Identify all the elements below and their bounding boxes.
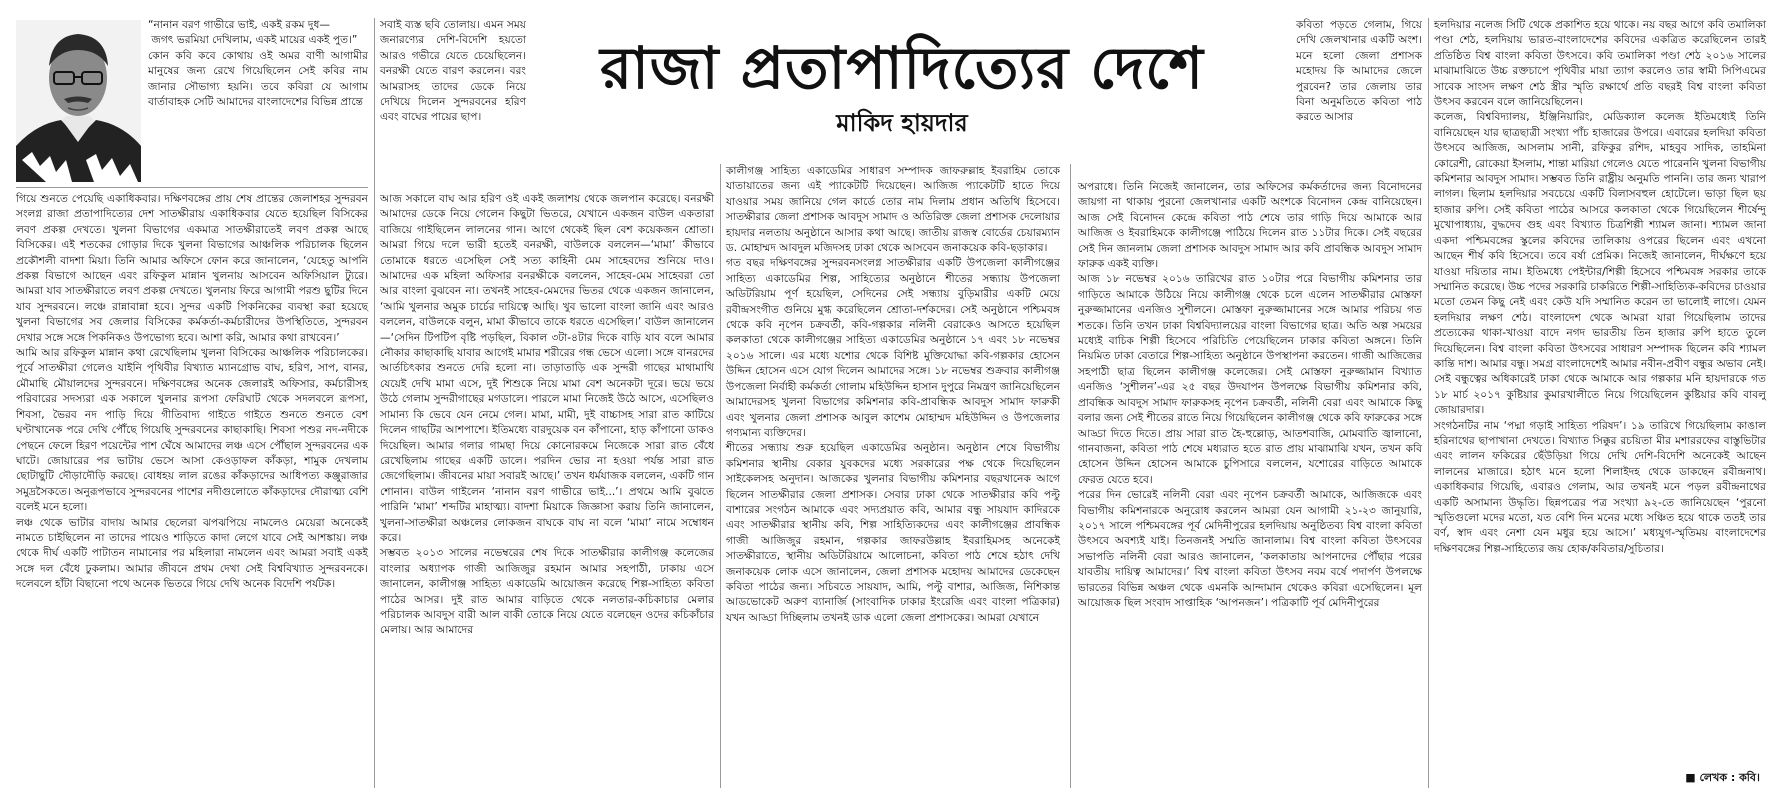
column-3: কালীগঞ্জ সাহিত্য একাডেমির সাধারণ সম্পাদক জাফরুল্লাহ ইবরাহিম তোকে যাতায়াতের জন্য এই প্যাকেটটি দিয়েছেন। আজিজ প্যাকেটটি হাতে দিয়ে যাওয়ার সময় জানিয়ে গেল কার্ডে তোর নাম দিলাম প্রধান অতিথি হিসেবে। সাতক্ষীরার জেলা প্রশাসক আবদুস সামাদ ও অতিরিক্ত জেলা প্রশাসক দেলোয়ার হায়দার নলতায় অনুষ্ঠানে আসার কথা আছে। জাতীয় রাজস্ব বোর্ডের চেয়ারম্যান ড. মোহাম্মদ আবদুল মজিদসহ ঢাকা থেকে আসবেন জনাকয়েক কবি-ছড়াকার। গত বছর দক্ষিণবঙ্গের সুন্দরবনসংলগ্ন সাতক্ষীরার একটি উপজেলা কালীগঞ্জের সাহিত্য একাডেমির শিল্প, সাহিত্যের অনুষ্ঠানে শীতের সন্ধ্যায় উপজেলা অডিটরিয়াম পূর্ণ হয়েছিল, সেদিনের সেই সন্ধ্যায় বুড়িমারীর একটি মেয়ে রবীন্দ্রসংগীত গুনিয়ে মুগ্ধ করেছিলেন শ্রোতা-দর্শকদের। সেই অনুষ্ঠানে পশ্চিমবঙ্গ থেকে কবি নৃপেন চক্রবর্তী, কবি-গল্পকার নলিনী বেরাকেও আসতে হয়েছিল কলকাতা থেকে কালীগঞ্জের সাহিত্য একাডেমির অনুষ্ঠানে ১৭ এবং ১৮ নভেম্বর ২০১৬ সালে। এর মধ্যে যশোর থেকে বিশিষ্ট মুক্তিযোদ্ধা কবি-গল্পকার হোসেন উদ্দিন হোসেন এসে যোগ দিলেন আমাদের সঙ্গে। ১৮ নভেম্বর শুক্রবার কালীগঞ্জ উপজেলা নির্বাহী কর্মকর্তা গোলাম মহিউদ্দিন হাসান দুপুরে নিমন্ত্রণ জানিয়েছিলেন আমাদেরসহ খুলনা বিভাগের কমিশনার কবি-প্রাবন্ধিক আবদুস সামাদ ফারুকী এবং খুলনার জেলা প্রশাসক আবুল কাশেম মোহাম্মদ মহিউদ্দিন ও উপজেলার গণ্যমান্য ব্যক্তিদের। শীতের সন্ধ্যায় শুরু হয়েছিল একাডেমির অনুষ্ঠান। অনুষ্ঠান শেষে বিভাগীয় কমিশনার স্থানীয় বেকার যুবকদের মধ্যে সরকারের পক্ষ থেকে দিয়েছিলেন সাইকেলসহ অনুদান। আজকের খুলনার বিভাগীয় কমিশনার বছরখানেক আগে ছিলেন সাতক্ষীরার জেলা প্রশাসক। সেবার ঢাকা থেকে সাতক্ষীরার কবি পল্টু বাশারের সংগঠন আমাকে এবং সদ্যপ্রয়াত কবি, আমার বন্ধু সায়যাদ কাদিরকে এবং সাতক্ষীরার স্থানীয় কবি, শিল্প সাহিত্যিকদের এবং কালীগঞ্জের প্রাবন্ধিক গাজী আজিজুর রহমান, গল্পকার জাফরউল্লাহ ইবরাহিমসহ অনেকেই সাতক্ষীরাতে, স্থানীয় অডিটরিয়ামে আলোচনা, কবিতা পাঠ শেষে হঠাৎ দেখি জনাকয়েক লোক এসে জানালেন, জেলা প্রশাসক মহোদয় আমাদের ডেকেছেন কবিতা পাঠের জন্য। সচিবতে সায়যাদ, আমি, পল্টু বাশার, আজিজ, নিশিকান্ত আডভোকেট অরুণ ব্যানার্জি (সাংবাদিক ঢাকার ইংরেজি এবং বাংলা পত্রিকার) যখন আড্ডা দিচ্ছিলাম তখনই ডাক এলো জেলা প্রশাসকের। আমরা যেখানে: [726, 165, 1061, 624]
column-divider: [1428, 18, 1429, 788]
column-2: আজ সকালে বাঘ আর হরিণ ওই একই জলাশয় থেকে জলপান করেছে। বনরক্ষী আমাদের ডেকে নিয়ে গেলেন কিছুটা ভিতরে, যেখানে একজন বাউল একতারা বাজিয়ে গাইছিলেন লালনের গান। আগে থেকেই ছিল বেশ কয়েকজন শ্রোতা। আমরা গিয়ে দলে ভারী হতেই বনরক্ষী, বাউলকে বললেন—‘মামা’ কীভাবে তোমাকে ধরতে এসেছিল সেই সত্য কাহিনী মেম সাহেবদের শুনিয়ে দাও। আমাদের এক মহিলা অফিসার বনরক্ষীকে বললেন, সাহেব-মেম সাহেবরা তো আর বাংলা বুঝবেন না। তখনই সাহেব-মেমদের ভিতর থেকে একজন জানালেন, ‘আমি খুলনার অমুক চার্চের দায়িত্বে আছি। খুব ভালো বাংলা জানি এবং আরও বললেন, বাউলকে বলুন, মামা কীভাবে তাকে ধরতে এসেছিল।’ বাউল জানালেন—‘সেদিন টিপটিপ বৃষ্টি পড়ছিল, বিকাল ৩টা-৪টার দিকে বাড়ি যাব বলে আমার নৌকার কাছাকাছি যাবার আগেই মামার শরীরের গন্ধ ভেসে এলো। সঙ্গে বানরদের আর্তচিৎকার শুনতে দেরি হলো না। তাড়াতাড়ি এক সুন্দরী গাছের মাথামাথি যেয়েই দেখি মামা এসে, দুই শিশুকে নিয়ে মামা বেশ অনেকটা দূরে। ভয়ে ভয়ে উঠে গেলাম সুন্দরীগাছের মগডালে। পারলে মামা নিজেই উঠে আসে, এসেছিলও সামান্য কি ভেবে যেন নেমে গেল। মামা, মামী, দুই বাচ্চাসহ সারা রাত কাটিয়ে দিলেন গাছটির আশপাশে। ইতিমধ্যে বারদুয়েক বন কাঁপানো, হাড় কাঁপানো ডাকও দিয়েছিল। আমার গলার গামছা দিয়ে কোনোরকমে নিজেকে সারা রাত বেঁধে রেখেছিলাম গাছের একটি ডালে। পরদিন ভোর না হওয়া পর্যন্ত সারা রাত জেগেছিলাম। জীবনের মায়া সবারই আছে।’ তখন ধর্মযাজক বললেন, একটি গান শোনান। বাউল গাইলেন ‘নানান বরণ গাভীরে ভাই...’। প্রথমে আমি বুঝতে পারিনি ‘মামা’ শব্দটির মাহাত্ম্য। বাদশা মিয়াকে জিজ্ঞাসা করায় তিনি জানালেন, খুলনা-সাতক্ষীরা অঞ্চলের লোকজন বাঘকে বাঘ না বলে ‘মামা’ নামে সম্বোধন করে। সম্ভবত ২০১৩ সালের নভেম্বরের শেষ দিকে সাতক্ষীরার কালীগঞ্জ কলেজের বাংলার অধ্যাপক গাজী আজিজুর রহমান আমার সহপাঠী, ঢাকায় এসে জানালেন, কালীগঞ্জ সাহিত্য একাডেমি আয়োজন করেছে শিল্প-সাহিত্য কবিতা পাঠের আসর। দুই রাত আমার বাড়িতে থেকে নলতার-কচিকাচার মেলার পরিচালক আবদুস বারী আল বাকী তোকে নিয়ে যেতে বলেছেন ওদের কচিকাঁচার মেলায়। আর আমাদের: [380, 193, 714, 637]
column-right-top: কবিতা পড়তে গেলাম, গিয়ে দেখি জেলখানার একটি অংশ। মনে হলো জেলা প্রশাসক মহোদয় কি আমাদের জেলে পুরবেন? তার জেলায় তার বিনা অনুমতিতে কবিতা পাঠ করতে আসার: [1296, 19, 1426, 124]
column-1: গিয়ে শুনতে পেয়েছি একাধিকবার। দক্ষিণবঙ্গের প্রায় শেষ প্রান্তের জেলাশহর সুন্দরবন সংলগ্ন রাজা প্রতাপাদিত্যের দেশ সাতক্ষীরায় একাধিকবার যেতে হয়েছিল বিসিকের লবণ প্রকল্প দেখতে। খুলনা বিভাগের একমাত্র সাতক্ষীরাতেই লবণ প্রকল্প আছে বিসিকের। এই শতকের গোড়ার দিকে খুলনা বিভাগের আঞ্চলিক পরিচালক ছিলেন প্রকৌশলী বাদশা মিয়া। তিনি আমার অফিসে ফোন করে জানালেন, ‘যেহেতু আপনি প্রকল্প বিভাগে আছেন এবং রফিকুল মান্নান খুলনায় আসবেন অফিসিয়াল ট্যুরে। আমরা যাব সাতক্ষীরাতে লবণ প্রকল্প দেখতে। খুলনায় ফিরে আগামী পরশু ছুটির দিনে যাব সুন্দরবনে। লঞ্চে রান্নাবান্না হবে। সুন্দর একটি পিকনিকের ব্যবস্থা করা হয়েছে খুলনা বিভাগের সব জেলার বিসিকের কর্মকর্তা-কর্মচারীদের উপস্থিতিতে, সুন্দরবন দেখার সঙ্গে সঙ্গে পিকনিকও উপভোগ্য হবে। আশা করি, আমার কথা রাখবেন।’ আমি আর রফিকুল মান্নান কথা রেখেছিলাম খুলনা বিসিকের আঞ্চলিক পরিচালকের। পূর্বে সাতক্ষীরা গেলেও যাইনি পৃথিবীর বিখ্যাত ম্যানগ্রোভ বাঘ, হরিণ, সাপ, বানর, মৌমাছি মৌয়ালদের সুন্দরবনে। দক্ষিণবঙ্গের অনেক জেলারই অফিসার, কর্মচারীসহ পরিবারের সদস্যরা এক সকালে খুলনার রূপসা ফেরিঘাট থেকে সদলবলে রূপসা, শিবসা, ভৈরব নদ পাড়ি দিয়ে গীতিবাদ্য গাইতে গাইতে শুনতে শুনতে বেশ ঘণ্টাখানেক পরে দেখি পৌঁছে গিয়েছি সুন্দরবনের কাছাকাছি। শিবসা পশুর নদ-নদীকে পেছনে ফেলে হিরণ পয়েন্টের পাশ ঘেঁষে আমাদের লঞ্চ এসে পৌঁছাল সুন্দরবনের এক ঘাটে। জোয়ারের পর ভাটায় ভেসে আসা কেওড়াফল কাঁকড়া, শামুক দেখলাম ছোটাছুটি দৌড়াদৌড়ি করছে। বোধহয় লাল রঙের কাঁকড়াদের আধিপত্য কঞ্জুরাজার সমুদ্রসৈকতে। অনুরূপভাবে সুন্দরবনের পাশের নদীগুলোতে কাঁকড়াদের দৌরাত্ম্য বেশি বলেই মনে হলো। লঞ্চ থেকে ভাটার বাদায় আমার ছেলেরা ঝপঝপিয়ে নামলেও মেয়েরা অনেকেই নামতে চাইছিলেন না তাদের পায়েও শাড়িতে কাদা লেগে যাবে সেই আশঙ্কায়। লঞ্চ থেকে দীর্ঘ একটি পাটাতন নামানোর পর মহিলারা নামলেন এবং আমরা সবাই একই সঙ্গে দল বেঁধে ঢুকলাম। আমার জীবনে প্রথম দেখা সেই বিশ্ববিখ্যাত সুন্দরবনকে। দলেবলে হাঁটা বিছানো পথে অনেক ভিতরে গিয়ে দেখি অনেক বিদেশি পর্যটক।: [16, 193, 368, 591]
intro-quote-column: “নানান বরণ গাভীরে ভাই, একই রকম দুধ— জগৎ ভরমিয়া দেখিলাম, একই মায়ের একই পুত।” কোন কবি কবে কোথায় ওই অমর বাণী আগামীর মানুষের জন্য রেখে গিয়েছিলেন সেই কবির নাম জানার সৌভাগ্য হয়নি। তবে কবিরা যে আগাম বার্তাবাহক সেটি আমাদের বাংলাদেশের বিভিন্ন প্রান্তে: [148, 19, 368, 109]
section-divider: [16, 187, 368, 188]
column-divider: [1070, 164, 1071, 788]
column-4: অপরাধে। তিনি নিজেই জানালেন, তার অফিসের কর্মকর্তাদের জন্য বিনোদনের জায়গা না থাকায় পুরনো জেলখানার একটি অংশকে বিনোদন কেন্দ্র বানিয়েছেন। আজ সেই বিনোদন কেন্দ্রে কবিতা পাঠ শেষে তার গাড়ি দিয়ে আমাকে আর আজিজ ও ইবরাহিমকে কালীগঞ্জে পাঠিয়ে দিলেন রাত ১১টার দিকে। সেই বছরের সেই দিন জানলাম জেলা প্রশাসক আবদুস সামাদ আর কবি প্রাবন্ধিক আবদুস সামাদ ফারুক একই ব্যক্তি। আজ ১৮ নভেম্বর ২০১৬ তারিখের রাত ১০টার পরে বিভাগীয় কমিশনার তার গাড়িতে আমাকে উঠিয়ে নিয়ে কালীগঞ্জ থেকে চলে এলেন সাতক্ষীরার মোস্তফা নুরুজ্জামানের এনজিও সুশীলনে। মোস্তফা নুরুজ্জামানের সঙ্গে আমার পরিচয় গত শতকে। তিনি তখন ঢাকা বিশ্ববিদ্যালয়ের বাংলা বিভাগের ছাত্র। অতি অল্প সময়ের মধ্যেই বাচিক শিল্পী হিসেবে পরিচিতি পেয়েছিলেন ঢাকার কবিতা অঙ্গনে। তিনি নিয়মিত ঢাকা বেতারে শিল্প-সাহিত্য অনুষ্ঠানে উপস্থাপনা করতেন। গাজী আজিজের সহপাঠী ছাত্র ছিলেন কালীগঞ্জ কলেজের। সেই মোস্তফা নুরুজ্জামান বিখ্যাত এনজিও ‘সুশীলন’-এর ২৫ বছর উদযাপন উপলক্ষে বিভাগীয় কমিশনার কবি, প্রাবন্ধিক আবদুস সামাদ ফারুকসহ নৃপেন চক্রবর্তী, নলিনী বেরা এবং আমাকে কিছু বলার জন্য সেই শীতের রাতে নিয়ে গিয়েছিলেন কালীগঞ্জ থেকে কবি ফারুকের সঙ্গে আড্ডা দিতে দিতে। প্রায় সারা রাত হৈ-হুল্লোড়, আতশবাজি, মোমবাতি জ্বালানো, গানবাজনা, কবিতা পাঠ শেষে মধ্যরাত হতে রাত প্রায় মাঝামাঝি যখন, তখন কবি হোসেন উদ্দিন হোসেন আমাকে চুপিসারে বললেন, যশোরের বাড়িতে আমাকে ফেরত যেতে হবে। পরের দিন ভোরেই নলিনী বেরা এবং নৃপেন চক্রবর্তী আমাকে, আজিজকে এবং বিভাগীয় কমিশনারকে অনুরোধ করলেন আমরা যেন আগামী ২১-২৩ জানুয়ারি, ২০১৭ সালে পশ্চিমবঙ্গের পূর্ব মেদিনীপুরের হলদিয়ায় অনুষ্ঠিতব্য বিশ্ব বাংলা কবিতা উৎসবে অবশ্যই যাই। তিনজনই সম্মতি জানালাম। বিশ্ব বাংলা কবিতা উৎসবের সভাপতি নলিনী বেরা আরও জানালেন, ‘কলকাতায় আপনাদের পৌঁছার পরের যাবতীয় দায়িত্ব আমাদের।’ বিশ্ব বাংলা কবিতা উৎসব নবম বর্ষে পদার্পণ উপলক্ষে ভারতের বিভিন্ন অঞ্চল থেকে এমনকি আন্দামান থেকেও কবিরা এসেছিলেন। মূল আয়োজক ছিল সংবাদ সাপ্তাহিক ‘আপনজন’। পত্রিকাটি পূর্ব মেদিনীপুরের: [1078, 181, 1422, 609]
column-5: হলদিয়ার নলেজ সিটি থেকে প্রকাশিত হয়ে থাকে। নয় বছর আগে কবি তমালিকা পণ্ডা শেঠ, হলদিয়ায় ভারত-বাংলাদেশের কবিদের একত্রিত করেছিলেন তারই প্রতিষ্ঠিত বিশ্ব বাংলা কবিতা উৎসবে। কবি তমালিকা পণ্ডা শেঠ ২০১৬ সালের মাঝামাঝিতে উচ্চ রক্তচাপে পৃথিবীর মায়া ত্যাগ করলেও তার স্বামী সিপিএমের সাবেক সাংসদ লক্ষণ শেঠ স্ত্রীর স্মৃতি রক্ষার্থে প্রতি বছরই বিশ্ব বাংলা কবিতা উৎসব করবেন বলে জানিয়েছিলেন। কলেজ, বিশ্ববিদ্যালয়, ইঞ্জিনিয়ারিং, মেডিক্যাল কলেজ ইতিমধ্যেই তিনি বানিয়েছেন যার ছাত্রছাত্রী সংখ্যা পাঁচ হাজারের উপরে। এবারের হলদিয়া কবিতা উৎসবে আজিজ, আসলাম সানী, রফিকুর রশিদ, মাহবুব সাদিক, তাহমিনা কোরেশী, রোকেয়া ইসলাম, শান্তা মারিয়া গেলেও যেতে পারেননি খুলনা বিভাগীয় কমিশনার আবদুস সামাদ। সম্ভবত তিনি রাষ্ট্রীয় অনুমতি পাননি। তার জন্য খারাপ লাগল। ছিলাম হলদিয়ার সবচেয়ে একটি বিলাসবহুল হোটেলে। ভাড়া ছিল ছয় হাজার রুপি। সেই কবিতা পাঠের আসরে কলকাতা থেকে গিয়েছিলেন শীর্ষেন্দু মুখোপাধ্যায়, বুদ্ধদেব গুহ এবং বিখ্যাত চিত্রশিল্পী শ্যামল জানা। শ্যামল জানা একদা পশ্চিমবঙ্গের স্কুলের কবিদের তালিকায় ওপরের ছিলেন এবং এখনো আছেন শীর্ষ কবি হিসেবে। তবে বর্ষা প্রেমিক। নিজেই জানালেন, দীর্ঘক্ষণে হয়ে যাওয়া দয়িতার নাম। ইতিমধ্যে পেইন্টার/শিল্পী হিসেবে পশ্চিমবঙ্গ সরকার তাকে সম্মানিত করেছে। উচ্চ পদের সরকারি চাকরিতে শিল্পী-সাহিত্যিক-কবিদের চাওয়ার মতো তেমন কিছু নেই এবং কেউ যদি সম্মানিত করেন তা ভালোই লাগে। যেমন হলদিয়ার লক্ষণ শেঠ। বাংলাদেশ থেকে আমরা যারা গিয়েছিলাম তাদের প্রত্যেকের থাকা-খাওয়া বাদে নগদ ভারতীয় তিন হাজার রুপি হাতে তুলে দিয়েছিলেন। বিশ্ব বাংলা কবিতা উৎসবের সাধারণ সম্পাদক ছিলেন কবি শ্যামল কান্তি দাশ। আমার বন্ধু। সমগ্র বাংলাদেশেই আমার নবীন-প্রবীণ বন্ধুর অভাব নেই। সেই বন্ধুত্বের অধিকারেই ঢাকা থেকে আমাকে আর গল্পকার মনি হায়দারকে গত ১৮ মার্চ ২০১৭ কুষ্টিয়ার কুমারখালীতে নিয়ে গিয়েছিলেন কুষ্টিয়ার কবি বাবলু জোয়ারদার। সংগঠনটির নাম ‘পদ্মা গড়াই সাহিত্য পরিষদ’। ১৯ তারিখে গিয়েছিলাম কাঙাল হরিনাথের ছাপাখানা দেখতে। বিখ্যাত সিক্কুর রচয়িতা মীর মশাররফের বাস্তুভিটার এবং লালন ফকিরের ছেঁউড়িয়া গিয়ে দেখি দেশি-বিদেশি অনেকেই আছেন লালনের মাজারে। হঠাৎ মনে হলো শিলাইদহ থেকে ডাকছেন রবীন্দ্রনাথ। একাধিকবার গিয়েছি, এবারও গেলাম, আর তখনই মনে পড়ল রবীন্দ্রনাথের একটি অসামান্য উদ্ধৃতি। ছিন্নপত্রের পত্র সংখ্যা ৯২-তে জানিয়েছেন ‘পুরনো স্মৃতিগুলো মদের মতো, যত বেশি দিন মনের মধ্যে সঞ্চিত হয়ে থাকে ততই তার বর্ণ, স্বাদ এবং নেশা যেন মধুর হয়ে আসে।’ মধ্যযুগ-স্মৃতিময় বাংলাদেশের দক্ষিণবঙ্গের শিল্প-সাহিত্যের জয় হোক/কবিতার/সুচিতার।: [1434, 19, 1766, 555]
author-note: ■ লেখক : কবি।: [1685, 771, 1760, 784]
author-byline: মাকিদ হায়দার: [836, 108, 968, 137]
article-title: রাজা প্রতাপাদিত্যের দেশে: [600, 34, 1204, 102]
column-2-top: সবাই ব্যস্ত ছবি তোলায়। এমন সময় জনারণ্যের দেশি-বিদেশি হয়তো আরও গভীরে যেতে চেয়েছিলেন। বনরক্ষী যেতে বারণ করলেন। বরং আমরাসহ তাদের ডেকে নিয়ে দেখিয়ে দিলেন সুন্দরবনের হরিণ এবং বাঘের পায়ের ছাপ।: [380, 19, 530, 124]
author-photo: [16, 20, 141, 182]
column-divider: [374, 18, 375, 788]
column-divider: [720, 164, 721, 788]
